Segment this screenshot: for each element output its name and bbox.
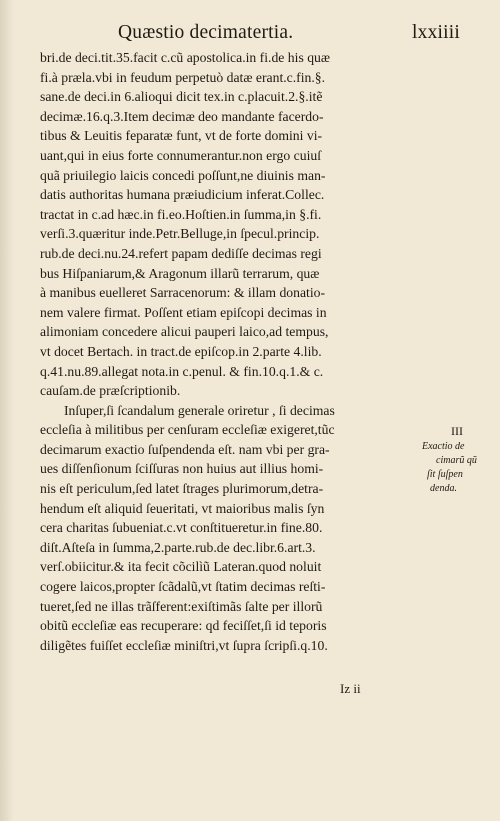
text-line: vt docet Bertach. in tract.de epiſcop.in 2.parte 4.lib. <box>40 343 322 359</box>
text-line: alimoniam concedere alicui pauperi laico,ad tempus, <box>40 324 329 340</box>
text-line: decimæ.16.q.3.Item decimæ deo mandante facerdo- <box>40 108 324 124</box>
marginal-note-line: ſit ſuſpen <box>427 469 463 480</box>
text-line: rub.de deci.nu.24.refert papam dediſſe decimas regi <box>40 245 322 261</box>
text-line: diſt.Aſteſa in ſumma,2.parte.rub.de dec.libr.6.art.3. <box>40 539 316 555</box>
text-line: sane.de deci.in 6.alioqui dicit tex.in c.placuit.2.§.itẽ <box>40 89 323 105</box>
text-line: bus Hiſpaniarum,& Aragonum illarũ terrarum, quæ <box>40 265 320 281</box>
signature-mark: Iz ii <box>340 681 361 696</box>
text-line: cera charitas ſubueniat.c.vt conſtitueretur.in fine.80. <box>40 520 323 536</box>
section-number: III <box>451 424 463 438</box>
running-title: Quæstio decimatertia. <box>118 22 294 43</box>
folio-number: lxxiiii <box>412 22 460 43</box>
text-line: tibus & Leuitis feparatæ funt, vt de forte domini vi- <box>40 128 323 144</box>
text-line: nem valere firmat. Poſſent etiam epiſcopi decimas in <box>40 304 327 320</box>
marginal-note-line: Exactio de <box>422 441 465 452</box>
text-line: quã priuilegio laicis concedi poſſunt,ne diuinis man- <box>40 167 326 183</box>
text-line: verſi.3.quæritur inde.Petr.Belluge,in ſpecul.princip. <box>40 226 320 242</box>
text-line: cogere laicos,propter ſcãdalũ,vt ſtatim decimas reſti- <box>40 579 326 595</box>
text-line: ues diſſenſionum ſciſſuras non huius aut illius homi- <box>40 461 324 477</box>
text-line: tractat in c.ad hæc.in fi.eo.Hoſtien.in ſumma,in §.fi. <box>40 206 322 222</box>
text-line: fi.à præla.vbi in feudum perpetuò datæ erant.c.fin.§. <box>40 69 326 85</box>
text-line: uant,qui in eius forte connumerantur.non ergo cuiuſ <box>40 147 322 163</box>
text-line: bri.de deci.tit.35.facit c.cũ apostolica.in fi.de his quæ <box>40 50 331 65</box>
text-line: verſ.obiicitur.& ita fecit cõcilìũ Lateran.quod noluit <box>40 559 322 575</box>
marginal-note <box>422 440 500 496</box>
page-gutter-shadow <box>0 0 14 821</box>
marginal-note-line: cimarũ qũ <box>436 455 477 466</box>
text-line: q.41.nu.89.allegat nota.in c.penul. & fin.10.q.1.& c. <box>40 363 324 379</box>
running-head <box>118 22 460 44</box>
text-line: à manibus euelleret Sarracenorum: & illam donatio- <box>40 285 326 301</box>
main-text-block <box>40 48 420 655</box>
text-line: nis eſt periculum,ſed latet ſtrages plurimorum,detra- <box>40 481 324 497</box>
text-line: cauſam.de præſcriptionib. <box>40 383 181 399</box>
paragraph-start-line: Inſuper,ſi ſcandalum generale oriretur , ſi decimas <box>64 402 335 418</box>
text-line: obitũ eccleſiæ eas recuperare: qd feciſſet,ſi id teporis <box>40 618 327 634</box>
marginal-note-line: denda. <box>430 483 457 494</box>
text-line: decimarum exactio ſuſpendenda eſt. nam vbi per gra- <box>40 441 330 457</box>
text-line: tueret,ſed ne illas trãſferent:exiſtimãs ſalte per illorũ <box>40 598 323 614</box>
text-line: diligẽtes fuiſſet eccleſiæ miniſtri,vt ſupra ſcripſi.q.10. <box>40 637 328 653</box>
text-line: datis authoritas humana præiudicium inferat.Collec. <box>40 187 325 203</box>
text-line: eccleſia à militibus per cenſuram eccleſiæ exigeret,tũc <box>40 422 335 438</box>
text-line: hendum eſt aliquid ſeueritati, vt maioribus malis ſyn <box>40 500 325 516</box>
